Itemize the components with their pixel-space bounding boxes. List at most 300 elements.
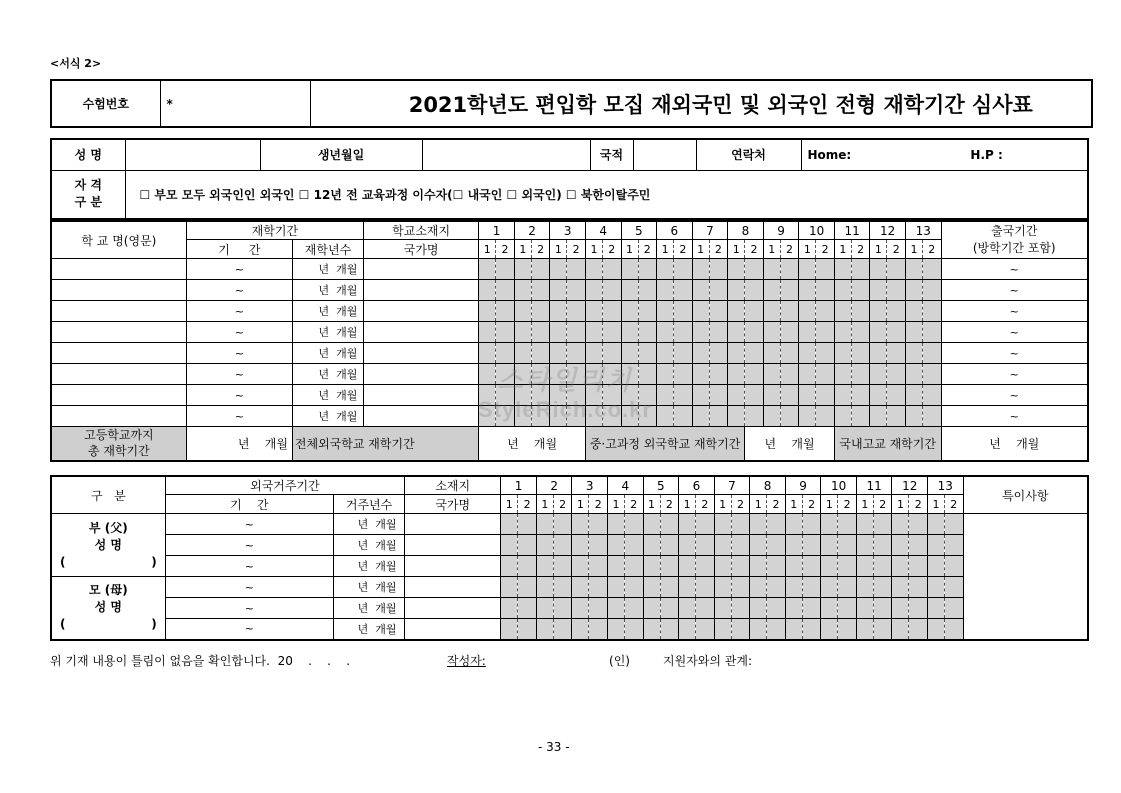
semester-cell[interactable] xyxy=(696,556,715,577)
semester-cell[interactable] xyxy=(514,385,531,406)
semester-cell[interactable] xyxy=(870,259,887,280)
qualification-options[interactable]: ☐ 부모 모두 외국인인 외국인 ☐ 12년 전 교육과정 이수자(☐ 내국인 ☐ 외국인) ☐ 북한이탈주민 xyxy=(125,170,1088,219)
semester-cell[interactable] xyxy=(679,514,696,535)
semester-cell[interactable] xyxy=(834,322,851,343)
semester-cell[interactable] xyxy=(514,259,531,280)
semester-cell[interactable] xyxy=(625,514,644,535)
semester-cell[interactable] xyxy=(780,301,799,322)
semester-cell[interactable] xyxy=(621,343,638,364)
semester-cell[interactable] xyxy=(589,619,608,640)
semester-cell[interactable] xyxy=(851,385,870,406)
school-name-cell[interactable] xyxy=(51,259,186,280)
semester-cell[interactable] xyxy=(745,301,764,322)
semester-cell[interactable] xyxy=(709,301,728,322)
country-cell[interactable] xyxy=(405,598,501,619)
country-cell[interactable] xyxy=(364,322,479,343)
birth-date-field[interactable] xyxy=(422,139,590,170)
school-name-cell[interactable] xyxy=(51,406,186,427)
semester-cell[interactable] xyxy=(660,598,679,619)
semester-cell[interactable] xyxy=(763,343,780,364)
mid-high-foreign-value[interactable]: 년 개월 xyxy=(745,427,835,461)
term-cell[interactable]: ~ xyxy=(165,619,333,640)
semester-cell[interactable] xyxy=(821,514,838,535)
semester-cell[interactable] xyxy=(802,556,821,577)
semester-cell[interactable] xyxy=(834,406,851,427)
semester-cell[interactable] xyxy=(660,556,679,577)
semester-cell[interactable] xyxy=(496,301,515,322)
semester-cell[interactable] xyxy=(838,514,857,535)
semester-cell[interactable] xyxy=(602,343,621,364)
semester-cell[interactable] xyxy=(945,577,964,598)
semester-cell[interactable] xyxy=(585,343,602,364)
semester-cell[interactable] xyxy=(531,385,550,406)
name-field[interactable] xyxy=(125,139,260,170)
semester-cell[interactable] xyxy=(816,259,835,280)
semester-cell[interactable] xyxy=(550,406,567,427)
semester-cell[interactable] xyxy=(799,364,816,385)
semester-cell[interactable] xyxy=(674,364,693,385)
semester-cell[interactable] xyxy=(536,598,553,619)
semester-cell[interactable] xyxy=(567,259,586,280)
semester-cell[interactable] xyxy=(625,577,644,598)
semester-cell[interactable] xyxy=(767,598,786,619)
semester-cell[interactable] xyxy=(870,406,887,427)
semester-cell[interactable] xyxy=(479,343,496,364)
semester-cell[interactable] xyxy=(838,619,857,640)
semester-cell[interactable] xyxy=(602,322,621,343)
semester-cell[interactable] xyxy=(696,598,715,619)
semester-cell[interactable] xyxy=(679,535,696,556)
semester-cell[interactable] xyxy=(585,406,602,427)
semester-cell[interactable] xyxy=(714,619,731,640)
school-name-cell[interactable] xyxy=(51,301,186,322)
semester-cell[interactable] xyxy=(945,535,964,556)
semester-cell[interactable] xyxy=(674,301,693,322)
country-cell[interactable] xyxy=(364,301,479,322)
country-cell[interactable] xyxy=(405,535,501,556)
semester-cell[interactable] xyxy=(479,406,496,427)
semester-cell[interactable] xyxy=(625,619,644,640)
semester-cell[interactable] xyxy=(802,514,821,535)
semester-cell[interactable] xyxy=(821,535,838,556)
semester-cell[interactable] xyxy=(728,280,745,301)
semester-cell[interactable] xyxy=(821,556,838,577)
term-cell[interactable]: ~ xyxy=(165,514,333,535)
semester-cell[interactable] xyxy=(572,598,589,619)
nationality-field[interactable] xyxy=(633,139,696,170)
semester-cell[interactable] xyxy=(496,364,515,385)
semester-cell[interactable] xyxy=(585,364,602,385)
semester-cell[interactable] xyxy=(518,535,537,556)
semester-cell[interactable] xyxy=(531,322,550,343)
semester-cell[interactable] xyxy=(799,406,816,427)
years-cell[interactable]: 년 개월 xyxy=(292,364,363,385)
semester-cell[interactable] xyxy=(536,535,553,556)
semester-cell[interactable] xyxy=(514,301,531,322)
semester-cell[interactable] xyxy=(602,259,621,280)
semester-cell[interactable] xyxy=(589,577,608,598)
semester-cell[interactable] xyxy=(873,514,892,535)
semester-cell[interactable] xyxy=(709,385,728,406)
semester-cell[interactable] xyxy=(887,385,906,406)
semester-cell[interactable] xyxy=(536,556,553,577)
country-cell[interactable] xyxy=(364,280,479,301)
semester-cell[interactable] xyxy=(838,577,857,598)
semester-cell[interactable] xyxy=(928,514,945,535)
semester-cell[interactable] xyxy=(621,364,638,385)
semester-cell[interactable] xyxy=(514,322,531,343)
semester-cell[interactable] xyxy=(928,535,945,556)
semester-cell[interactable] xyxy=(731,556,750,577)
school-name-cell[interactable] xyxy=(51,385,186,406)
semester-cell[interactable] xyxy=(834,280,851,301)
semester-cell[interactable] xyxy=(763,364,780,385)
semester-cell[interactable] xyxy=(479,259,496,280)
semester-cell[interactable] xyxy=(816,322,835,343)
semester-cell[interactable] xyxy=(585,301,602,322)
semester-cell[interactable] xyxy=(892,598,909,619)
semester-cell[interactable] xyxy=(657,280,674,301)
semester-cell[interactable] xyxy=(621,322,638,343)
semester-cell[interactable] xyxy=(909,577,928,598)
semester-cell[interactable] xyxy=(870,385,887,406)
semester-cell[interactable] xyxy=(567,301,586,322)
semester-cell[interactable] xyxy=(870,322,887,343)
semester-cell[interactable] xyxy=(928,556,945,577)
semester-cell[interactable] xyxy=(479,385,496,406)
semester-cell[interactable] xyxy=(922,322,941,343)
semester-cell[interactable] xyxy=(802,619,821,640)
semester-cell[interactable] xyxy=(496,322,515,343)
residence-years-cell[interactable]: 년 개월 xyxy=(334,577,405,598)
semester-cell[interactable] xyxy=(922,406,941,427)
term-cell[interactable]: ~ xyxy=(186,406,292,427)
semester-cell[interactable] xyxy=(638,301,657,322)
residence-years-cell[interactable]: 년 개월 xyxy=(334,535,405,556)
semester-cell[interactable] xyxy=(767,535,786,556)
semester-cell[interactable] xyxy=(763,301,780,322)
semester-cell[interactable] xyxy=(501,619,518,640)
semester-cell[interactable] xyxy=(780,385,799,406)
semester-cell[interactable] xyxy=(905,406,922,427)
semester-cell[interactable] xyxy=(674,280,693,301)
semester-cell[interactable] xyxy=(638,406,657,427)
semester-cell[interactable] xyxy=(657,322,674,343)
years-cell[interactable]: 년 개월 xyxy=(292,280,363,301)
semester-cell[interactable] xyxy=(905,364,922,385)
semester-cell[interactable] xyxy=(750,598,767,619)
semester-cell[interactable] xyxy=(763,280,780,301)
semester-cell[interactable] xyxy=(905,259,922,280)
semester-cell[interactable] xyxy=(731,535,750,556)
semester-cell[interactable] xyxy=(660,514,679,535)
semester-cell[interactable] xyxy=(714,577,731,598)
semester-cell[interactable] xyxy=(643,535,660,556)
semester-cell[interactable] xyxy=(514,280,531,301)
semester-cell[interactable] xyxy=(589,514,608,535)
semester-cell[interactable] xyxy=(589,598,608,619)
semester-cell[interactable] xyxy=(909,598,928,619)
semester-cell[interactable] xyxy=(731,598,750,619)
semester-cell[interactable] xyxy=(728,301,745,322)
semester-cell[interactable] xyxy=(567,343,586,364)
term-cell[interactable]: ~ xyxy=(186,364,292,385)
semester-cell[interactable] xyxy=(709,343,728,364)
school-name-cell[interactable] xyxy=(51,343,186,364)
semester-cell[interactable] xyxy=(909,619,928,640)
departure-cell[interactable]: ~ xyxy=(941,385,1088,406)
semester-cell[interactable] xyxy=(692,364,709,385)
semester-cell[interactable] xyxy=(643,619,660,640)
semester-cell[interactable] xyxy=(745,364,764,385)
semester-cell[interactable] xyxy=(567,364,586,385)
semester-cell[interactable] xyxy=(834,259,851,280)
semester-cell[interactable] xyxy=(799,280,816,301)
semester-cell[interactable] xyxy=(638,343,657,364)
semester-cell[interactable] xyxy=(643,556,660,577)
semester-cell[interactable] xyxy=(922,280,941,301)
semester-cell[interactable] xyxy=(892,577,909,598)
semester-cell[interactable] xyxy=(780,259,799,280)
semester-cell[interactable] xyxy=(674,259,693,280)
semester-cell[interactable] xyxy=(870,301,887,322)
semester-cell[interactable] xyxy=(892,535,909,556)
semester-cell[interactable] xyxy=(780,280,799,301)
semester-cell[interactable] xyxy=(553,514,572,535)
semester-cell[interactable] xyxy=(621,280,638,301)
semester-cell[interactable] xyxy=(731,619,750,640)
semester-cell[interactable] xyxy=(838,535,857,556)
years-cell[interactable]: 년 개월 xyxy=(292,343,363,364)
residence-years-cell[interactable]: 년 개월 xyxy=(334,619,405,640)
semester-cell[interactable] xyxy=(536,619,553,640)
semester-cell[interactable] xyxy=(851,364,870,385)
semester-cell[interactable] xyxy=(657,364,674,385)
semester-cell[interactable] xyxy=(479,280,496,301)
semester-cell[interactable] xyxy=(928,577,945,598)
semester-cell[interactable] xyxy=(750,619,767,640)
semester-cell[interactable] xyxy=(928,619,945,640)
semester-cell[interactable] xyxy=(550,301,567,322)
semester-cell[interactable] xyxy=(479,301,496,322)
semester-cell[interactable] xyxy=(638,259,657,280)
semester-cell[interactable] xyxy=(887,406,906,427)
term-cell[interactable]: ~ xyxy=(186,343,292,364)
semester-cell[interactable] xyxy=(799,343,816,364)
semester-cell[interactable] xyxy=(621,259,638,280)
school-name-cell[interactable] xyxy=(51,322,186,343)
semester-cell[interactable] xyxy=(638,385,657,406)
country-cell[interactable] xyxy=(405,619,501,640)
semester-cell[interactable] xyxy=(750,535,767,556)
semester-cell[interactable] xyxy=(660,619,679,640)
semester-cell[interactable] xyxy=(657,406,674,427)
semester-cell[interactable] xyxy=(589,535,608,556)
departure-cell[interactable]: ~ xyxy=(941,322,1088,343)
semester-cell[interactable] xyxy=(763,322,780,343)
semester-cell[interactable] xyxy=(674,406,693,427)
semester-cell[interactable] xyxy=(696,535,715,556)
semester-cell[interactable] xyxy=(553,598,572,619)
semester-cell[interactable] xyxy=(692,385,709,406)
semester-cell[interactable] xyxy=(745,343,764,364)
semester-cell[interactable] xyxy=(567,322,586,343)
years-cell[interactable]: 년 개월 xyxy=(292,322,363,343)
country-cell[interactable] xyxy=(364,259,479,280)
semester-cell[interactable] xyxy=(550,385,567,406)
semester-cell[interactable] xyxy=(643,577,660,598)
semester-cell[interactable] xyxy=(922,259,941,280)
semester-cell[interactable] xyxy=(496,280,515,301)
semester-cell[interactable] xyxy=(856,598,873,619)
semester-cell[interactable] xyxy=(780,364,799,385)
semester-cell[interactable] xyxy=(536,514,553,535)
semester-cell[interactable] xyxy=(728,364,745,385)
semester-cell[interactable] xyxy=(602,385,621,406)
semester-cell[interactable] xyxy=(728,406,745,427)
semester-cell[interactable] xyxy=(709,259,728,280)
semester-cell[interactable] xyxy=(657,301,674,322)
semester-cell[interactable] xyxy=(572,619,589,640)
semester-cell[interactable] xyxy=(856,619,873,640)
semester-cell[interactable] xyxy=(821,598,838,619)
semester-cell[interactable] xyxy=(531,364,550,385)
residence-years-cell[interactable]: 년 개월 xyxy=(334,514,405,535)
semester-cell[interactable] xyxy=(922,343,941,364)
semester-cell[interactable] xyxy=(905,322,922,343)
semester-cell[interactable] xyxy=(479,322,496,343)
semester-cell[interactable] xyxy=(928,598,945,619)
notes-cell[interactable] xyxy=(963,514,1088,640)
semester-cell[interactable] xyxy=(692,259,709,280)
semester-cell[interactable] xyxy=(518,619,537,640)
school-name-cell[interactable] xyxy=(51,364,186,385)
semester-cell[interactable] xyxy=(607,598,624,619)
semester-cell[interactable] xyxy=(816,280,835,301)
semester-cell[interactable] xyxy=(728,385,745,406)
semester-cell[interactable] xyxy=(696,514,715,535)
semester-cell[interactable] xyxy=(799,322,816,343)
term-cell[interactable]: ~ xyxy=(186,385,292,406)
semester-cell[interactable] xyxy=(887,364,906,385)
term-cell[interactable]: ~ xyxy=(186,280,292,301)
semester-cell[interactable] xyxy=(550,322,567,343)
semester-cell[interactable] xyxy=(679,556,696,577)
semester-cell[interactable] xyxy=(602,406,621,427)
semester-cell[interactable] xyxy=(785,535,802,556)
semester-cell[interactable] xyxy=(709,406,728,427)
semester-cell[interactable] xyxy=(572,514,589,535)
semester-cell[interactable] xyxy=(780,322,799,343)
years-cell[interactable]: 년 개월 xyxy=(292,259,363,280)
semester-cell[interactable] xyxy=(572,556,589,577)
semester-cell[interactable] xyxy=(679,619,696,640)
semester-cell[interactable] xyxy=(728,322,745,343)
semester-cell[interactable] xyxy=(873,577,892,598)
semester-cell[interactable] xyxy=(607,514,624,535)
semester-cell[interactable] xyxy=(873,556,892,577)
semester-cell[interactable] xyxy=(696,577,715,598)
semester-cell[interactable] xyxy=(657,259,674,280)
mother-name-field[interactable]: ( ) xyxy=(60,617,157,632)
semester-cell[interactable] xyxy=(851,301,870,322)
semester-cell[interactable] xyxy=(785,514,802,535)
semester-cell[interactable] xyxy=(585,322,602,343)
semester-cell[interactable] xyxy=(679,577,696,598)
semester-cell[interactable] xyxy=(514,406,531,427)
semester-cell[interactable] xyxy=(945,598,964,619)
semester-cell[interactable] xyxy=(585,259,602,280)
semester-cell[interactable] xyxy=(767,556,786,577)
semester-cell[interactable] xyxy=(821,619,838,640)
term-cell[interactable]: ~ xyxy=(165,577,333,598)
residence-years-cell[interactable]: 년 개월 xyxy=(334,598,405,619)
semester-cell[interactable] xyxy=(567,385,586,406)
semester-cell[interactable] xyxy=(802,535,821,556)
semester-cell[interactable] xyxy=(763,385,780,406)
departure-cell[interactable]: ~ xyxy=(941,280,1088,301)
semester-cell[interactable] xyxy=(945,514,964,535)
semester-cell[interactable] xyxy=(531,280,550,301)
semester-cell[interactable] xyxy=(674,343,693,364)
semester-cell[interactable] xyxy=(892,556,909,577)
semester-cell[interactable] xyxy=(834,385,851,406)
semester-cell[interactable] xyxy=(785,619,802,640)
semester-cell[interactable] xyxy=(501,514,518,535)
semester-cell[interactable] xyxy=(692,301,709,322)
semester-cell[interactable] xyxy=(838,598,857,619)
country-cell[interactable] xyxy=(405,556,501,577)
semester-cell[interactable] xyxy=(785,598,802,619)
semester-cell[interactable] xyxy=(607,619,624,640)
semester-cell[interactable] xyxy=(799,385,816,406)
semester-cell[interactable] xyxy=(780,343,799,364)
semester-cell[interactable] xyxy=(501,577,518,598)
semester-cell[interactable] xyxy=(572,577,589,598)
semester-cell[interactable] xyxy=(550,280,567,301)
semester-cell[interactable] xyxy=(531,343,550,364)
semester-cell[interactable] xyxy=(816,406,835,427)
semester-cell[interactable] xyxy=(660,535,679,556)
semester-cell[interactable] xyxy=(905,343,922,364)
semester-cell[interactable] xyxy=(870,280,887,301)
semester-cell[interactable] xyxy=(909,556,928,577)
semester-cell[interactable] xyxy=(873,598,892,619)
semester-cell[interactable] xyxy=(496,259,515,280)
semester-cell[interactable] xyxy=(873,535,892,556)
semester-cell[interactable] xyxy=(838,556,857,577)
semester-cell[interactable] xyxy=(496,385,515,406)
semester-cell[interactable] xyxy=(625,598,644,619)
semester-cell[interactable] xyxy=(550,259,567,280)
semester-cell[interactable] xyxy=(714,535,731,556)
semester-cell[interactable] xyxy=(750,556,767,577)
semester-cell[interactable] xyxy=(785,577,802,598)
semester-cell[interactable] xyxy=(589,556,608,577)
semester-cell[interactable] xyxy=(496,406,515,427)
semester-cell[interactable] xyxy=(816,301,835,322)
semester-cell[interactable] xyxy=(922,364,941,385)
semester-cell[interactable] xyxy=(856,556,873,577)
semester-cell[interactable] xyxy=(856,577,873,598)
semester-cell[interactable] xyxy=(750,577,767,598)
semester-cell[interactable] xyxy=(887,343,906,364)
semester-cell[interactable] xyxy=(945,556,964,577)
contact-field[interactable] xyxy=(801,139,1088,170)
semester-cell[interactable] xyxy=(887,259,906,280)
semester-cell[interactable] xyxy=(657,343,674,364)
semester-cell[interactable] xyxy=(638,280,657,301)
